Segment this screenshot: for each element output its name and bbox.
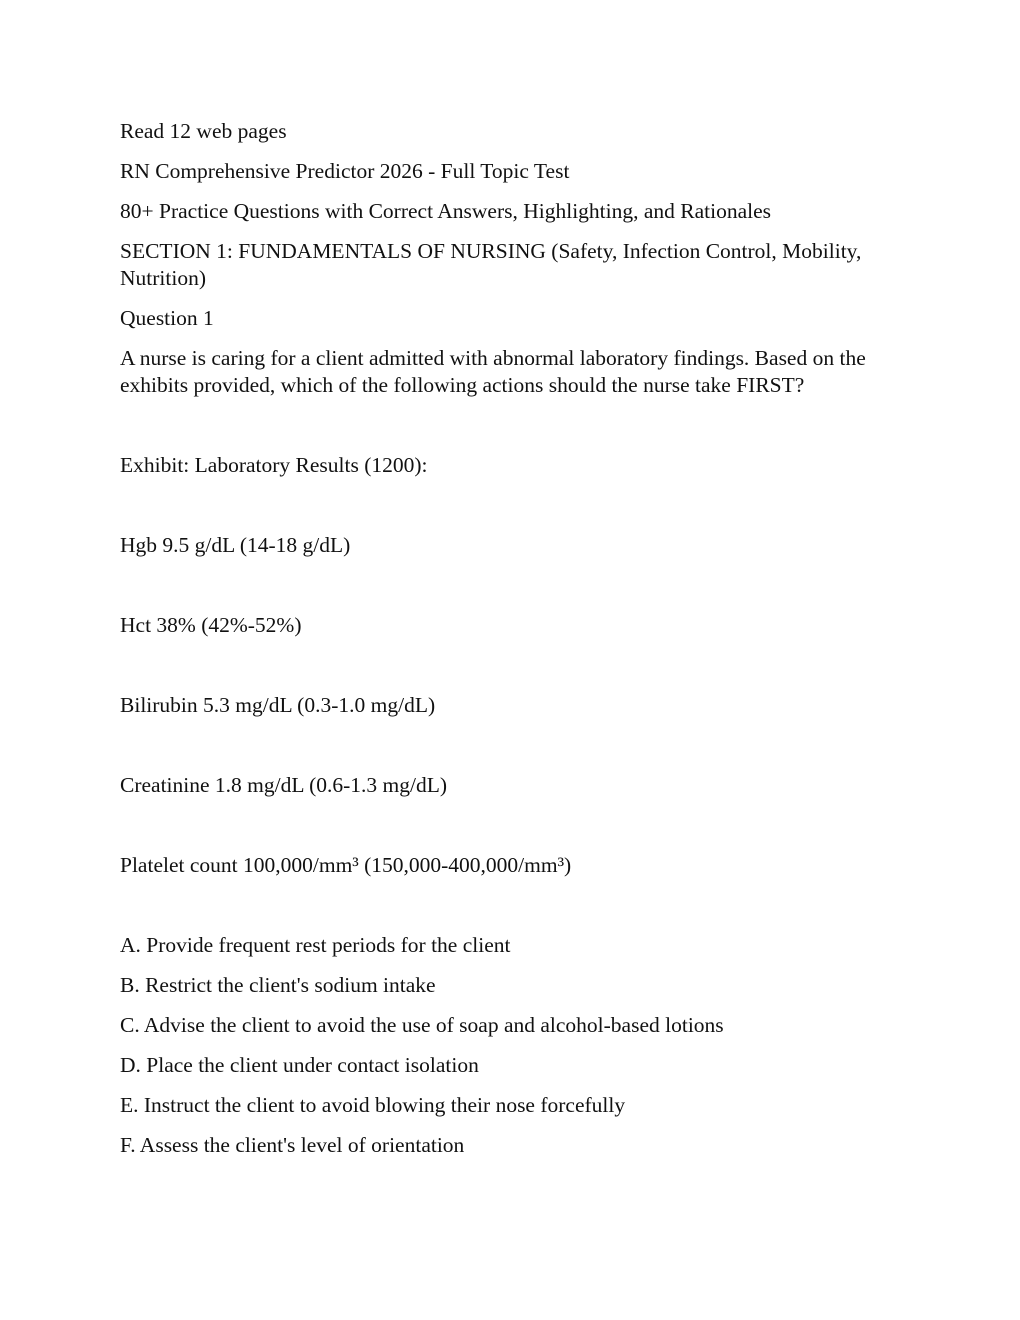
question-number: Question 1 [120,306,214,330]
document-title: RN Comprehensive Predictor 2026 - Full Topic Test [120,159,570,183]
lab-result-creatinine: Creatinine 1.8 mg/dL (0.6-1.3 mg/dL) [120,773,448,797]
question-stem: A nurse is caring for a client admitted with abnormal laboratory findings. Based on the exhibits provided, which of the following actions should the nurse take FIRST? [120,346,866,397]
section-heading: SECTION 1: FUNDAMENTALS OF NURSING (Safety, Infection Control, Mobility, Nutrition) [120,239,862,290]
lab-result-bilirubin: Bilirubin 5.3 mg/dL (0.3-1.0 mg/dL) [120,693,436,717]
lab-result-hgb: Hgb 9.5 g/dL (14-18 g/dL) [120,533,351,557]
document-subtitle: 80+ Practice Questions with Correct Answers, Highlighting, and Rationales [120,199,772,223]
answer-option-c: C. Advise the client to avoid the use of soap and alcohol-based lotions [120,1013,724,1037]
read-note: Read 12 web pages [120,119,287,143]
lab-result-hct: Hct 38% (42%-52%) [120,613,302,637]
document-page [120,118,910,1172]
answer-option-a: A. Provide frequent rest periods for the client [120,933,511,957]
answer-option-e: E. Instruct the client to avoid blowing their nose forcefully [120,1093,626,1117]
answer-option-d: D. Place the client under contact isolation [120,1053,479,1077]
answer-option-b: B. Restrict the client's sodium intake [120,973,436,997]
lab-result-platelet: Platelet count 100,000/mm³ (150,000-400,000/mm³) [120,853,572,877]
answer-option-f: F. Assess the client's level of orientation [120,1133,465,1157]
exhibit-title: Exhibit: Laboratory Results (1200): [120,453,428,477]
